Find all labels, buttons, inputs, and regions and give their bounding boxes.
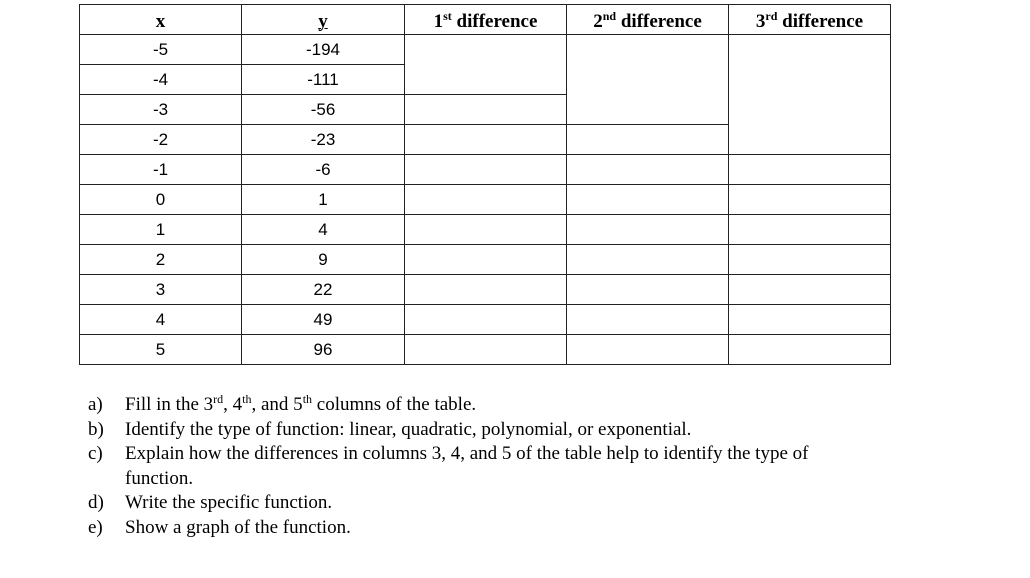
second-difference-cell[interactable]	[567, 215, 729, 245]
third-difference-cell[interactable]	[729, 335, 891, 365]
first-difference-cell[interactable]	[405, 155, 567, 185]
table-row	[80, 155, 891, 185]
table-row	[80, 215, 891, 245]
second-difference-cell[interactable]	[567, 125, 729, 155]
question-letter: b)	[88, 418, 104, 440]
question-item-c	[88, 442, 855, 491]
y-cell: 1	[242, 185, 405, 215]
question-list	[88, 393, 855, 540]
second-difference-cell[interactable]	[567, 335, 729, 365]
header-x: x	[80, 5, 242, 35]
third-difference-cell[interactable]	[729, 35, 891, 155]
third-difference-cell[interactable]	[729, 185, 891, 215]
third-difference-cell[interactable]	[729, 275, 891, 305]
question-item-e	[88, 516, 855, 541]
second-difference-cell[interactable]	[567, 305, 729, 335]
header-y: y	[242, 5, 405, 35]
table-row	[80, 335, 891, 365]
table-row	[80, 185, 891, 215]
question-letter: e)	[88, 516, 103, 538]
third-difference-cell[interactable]	[729, 155, 891, 185]
second-difference-cell[interactable]	[567, 275, 729, 305]
first-difference-cell[interactable]	[405, 275, 567, 305]
x-cell: 2	[80, 245, 242, 275]
x-cell: 1	[80, 215, 242, 245]
third-difference-cell[interactable]	[729, 215, 891, 245]
x-cell: 4	[80, 305, 242, 335]
header-first-difference: 1st difference	[405, 5, 567, 35]
first-difference-cell[interactable]	[405, 245, 567, 275]
y-cell: -6	[242, 155, 405, 185]
first-difference-cell[interactable]	[405, 335, 567, 365]
y-cell: -23	[242, 125, 405, 155]
third-difference-cell[interactable]	[729, 245, 891, 275]
y-cell: 9	[242, 245, 405, 275]
first-difference-cell[interactable]	[405, 125, 567, 155]
second-difference-cell[interactable]	[567, 155, 729, 185]
x-cell: 0	[80, 185, 242, 215]
header-third-difference: 3rd difference	[729, 5, 891, 35]
second-difference-cell[interactable]	[567, 35, 729, 125]
x-cell: -5	[80, 35, 242, 65]
table-row	[80, 305, 891, 335]
question-text: Fill in the 3rd, 4th, and 5th columns of the table.	[125, 392, 477, 415]
question-letter: d)	[88, 492, 104, 513]
first-difference-cell[interactable]	[405, 95, 567, 125]
first-difference-cell[interactable]	[405, 185, 567, 215]
table-row	[80, 275, 891, 305]
x-cell: -3	[80, 95, 242, 125]
question-letter: a)	[88, 394, 103, 415]
y-cell: -111	[242, 65, 405, 95]
y-cell: -56	[242, 95, 405, 125]
second-difference-cell[interactable]	[567, 185, 729, 215]
x-cell: 3	[80, 275, 242, 305]
x-cell: -1	[80, 155, 242, 185]
y-cell: 49	[242, 305, 405, 335]
table-row	[80, 35, 891, 65]
x-cell: -4	[80, 65, 242, 95]
y-cell: -194	[242, 35, 405, 65]
table-header-row	[80, 5, 891, 35]
question-text: Explain how the differences in columns 3, 4, and 5 of the table help to identify the type of function.	[125, 443, 809, 489]
question-text: Write the specific function.	[125, 492, 333, 513]
difference-table	[79, 4, 891, 365]
first-difference-cell[interactable]	[405, 305, 567, 335]
question-item-d	[88, 491, 855, 516]
question-text: Identify the type of function: linear, quadratic, polynomial, or exponential.	[125, 418, 692, 440]
question-item-a	[88, 393, 855, 418]
y-cell: 4	[242, 215, 405, 245]
table-row	[80, 245, 891, 275]
second-difference-cell[interactable]	[567, 245, 729, 275]
third-difference-cell[interactable]	[729, 305, 891, 335]
x-cell: -2	[80, 125, 242, 155]
question-text: Show a graph of the function.	[125, 516, 351, 538]
question-letter: c)	[88, 443, 103, 464]
header-second-difference: 2nd difference	[567, 5, 729, 35]
y-cell: 96	[242, 335, 405, 365]
first-difference-cell[interactable]	[405, 215, 567, 245]
question-item-b	[88, 418, 855, 443]
y-cell: 22	[242, 275, 405, 305]
first-difference-cell[interactable]	[405, 35, 567, 95]
x-cell: 5	[80, 335, 242, 365]
